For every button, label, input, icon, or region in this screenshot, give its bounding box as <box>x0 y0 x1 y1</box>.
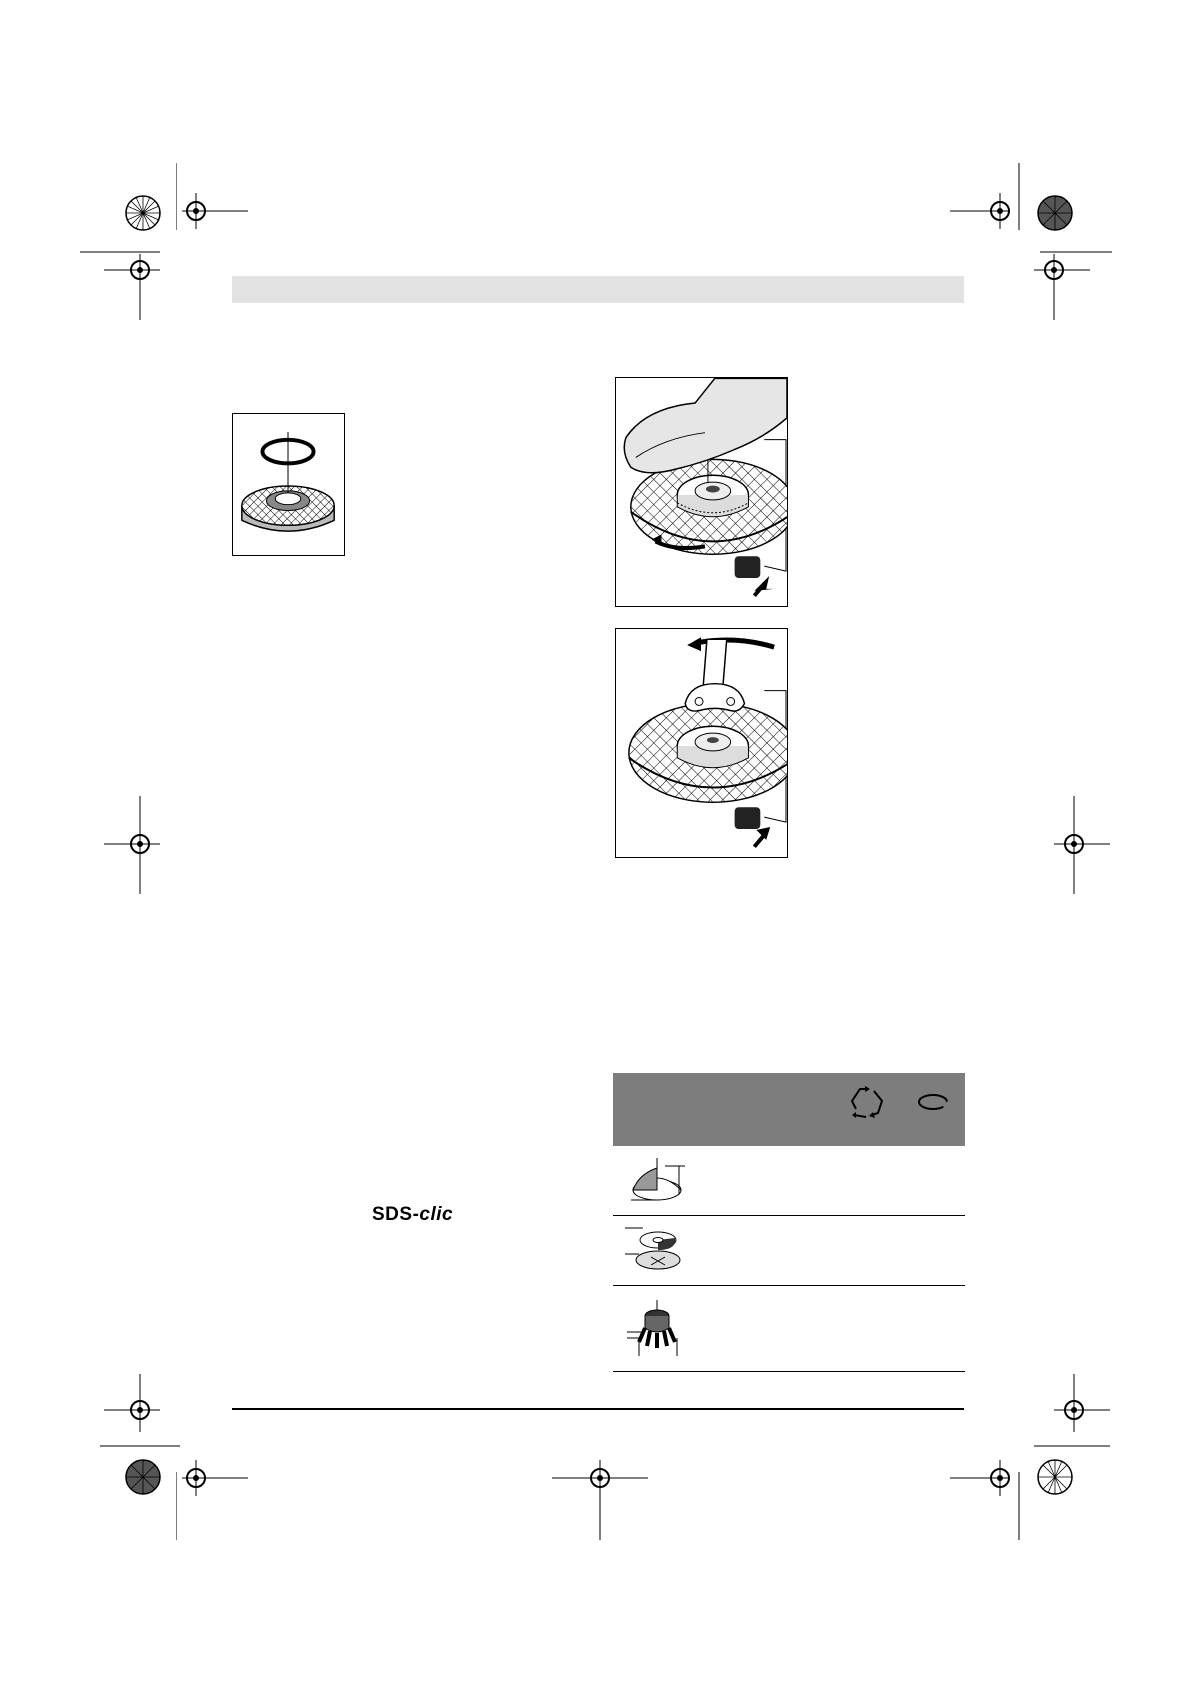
registration-crosshair-icon <box>80 250 180 322</box>
registration-starburst-icon <box>124 194 162 232</box>
registration-crosshair-icon <box>100 1374 180 1448</box>
registration-crosshair-icon <box>176 163 252 263</box>
registration-crosshair-icon <box>176 1456 252 1542</box>
registration-starburst-icon <box>1036 1458 1074 1496</box>
registration-crosshair-icon <box>950 1456 1020 1542</box>
registration-crosshair-icon <box>100 796 180 896</box>
registration-crosshair-icon <box>1020 250 1120 322</box>
registration-crosshair-icon <box>950 163 1020 263</box>
cutting-disc-icon <box>623 1224 689 1278</box>
accessory-table-header <box>613 1073 965 1146</box>
accessory-row-cutting-disc <box>613 1216 965 1286</box>
figure-tighten-by-hand <box>615 377 788 607</box>
packaging-ring-icon <box>916 1090 952 1114</box>
registration-crosshair-icon <box>552 1456 648 1542</box>
footer-rule <box>232 1408 964 1410</box>
recycle-icon <box>846 1083 890 1123</box>
registration-starburst-icon <box>124 1458 162 1496</box>
logo-prefix: SDS- <box>372 1204 420 1225</box>
accessory-row-cup-brush <box>613 1286 965 1372</box>
grinding-disc-icon <box>629 1156 689 1206</box>
figure-loosen-with-spanner <box>615 628 788 858</box>
registration-crosshair-icon <box>1034 1374 1114 1448</box>
registration-crosshair-icon <box>1034 796 1114 896</box>
logo-suffix: clic <box>419 1204 454 1225</box>
accessory-row-grinding-disc <box>613 1146 965 1216</box>
registration-starburst-icon <box>1036 194 1074 232</box>
cup-brush-icon <box>625 1298 691 1362</box>
header-bar <box>232 276 964 303</box>
figure-flange-o-ring <box>232 413 345 556</box>
sds-clic-logo <box>372 1204 462 1226</box>
